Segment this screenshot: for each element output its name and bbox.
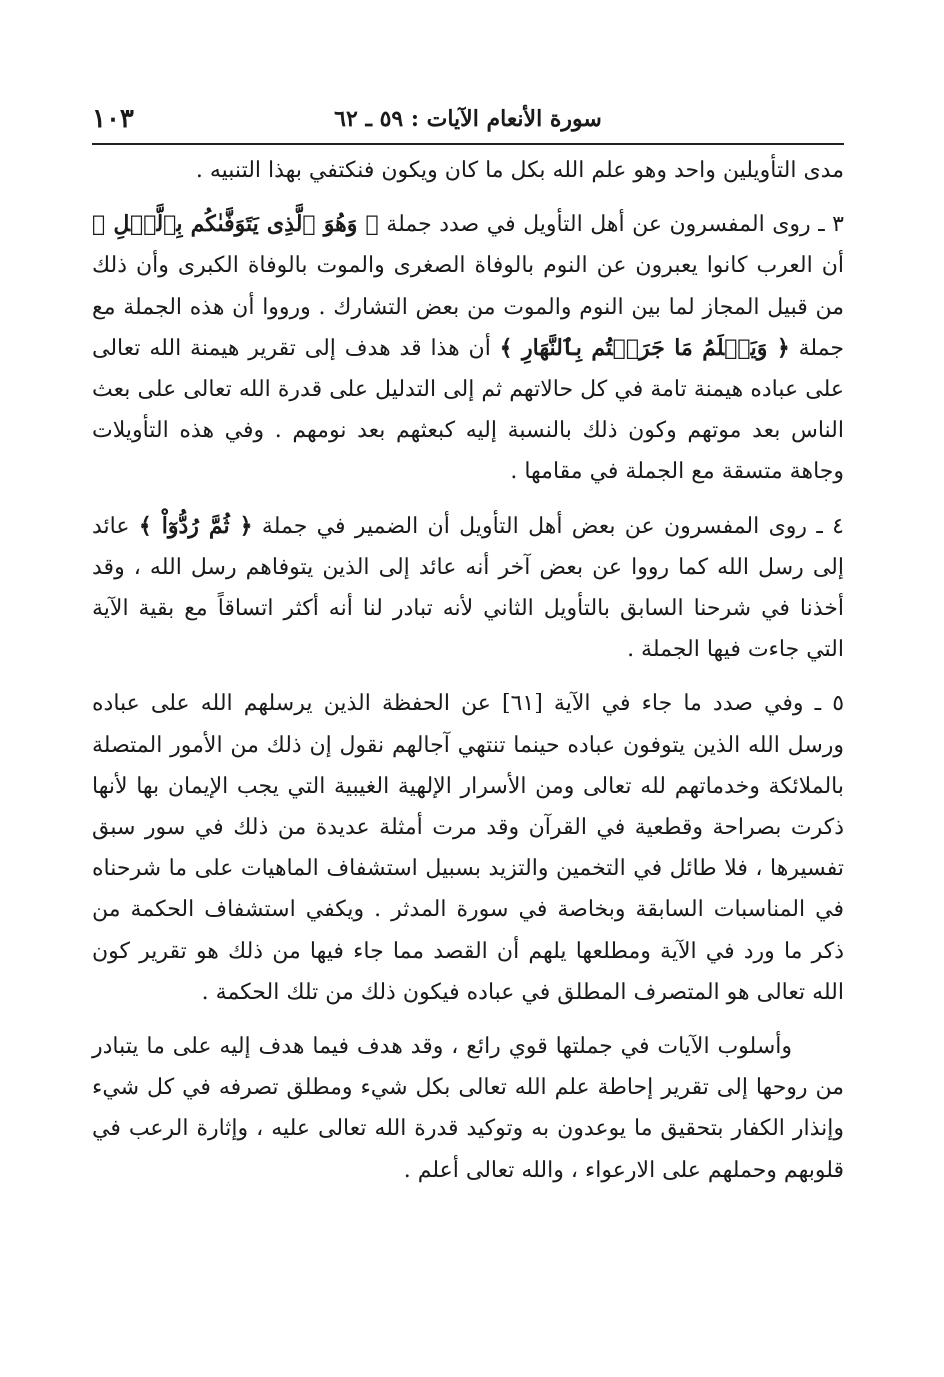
paragraph-text: أن العرب كانوا يعبرون عن النوم بالوفاة الصغرى والموت بالوفاة الكبرى وأن ذلك من قبيل المجاز لما بين النوم والموت من بعض التشارك . ورووا أن هذه الجملة مع جملة [92,253,844,361]
body-text [92,150,844,1191]
quran-quote: ﴿ وَيَعۡلَمُ مَا جَرَحۡتُم بِٱلنَّهَارِ ﴾ [499,334,790,361]
paragraph [92,204,844,492]
page-number: ١٠٣ [92,104,134,134]
running-title: سورة الأنعام الآيات : ٥٩ ـ ٦٢ [334,106,602,132]
paragraph [92,683,844,1013]
page-header [92,100,844,140]
paragraph-text: ٣ ـ روى المفسرون عن أهل التأويل في صدد جملة [378,212,844,238]
quran-quote: ﴿ وَهُوَ ٱلَّذِى يَتَوَفَّىٰكُم بِٱلَّيۡلِ ﴾ [92,211,379,238]
paragraph-text: مدى التأويلين واحد وهو علم الله بكل ما كان ويكون فنكتفي بهذا التنبيه . [195,158,844,183]
quran-quote: ﴿ ثُمَّ رُدُّوٓاْ ﴾ [138,512,253,539]
paragraph-text: عائد إلى رسل الله كما رووا عن بعض آخر أنه عائد إلى الذين يتوفاهم رسل الله ، وقد أخذنا في شرحنا السابق بالتأويل الثاني لأنه تبادر لنا أنه أكثر اتساقاً مع بقية الآية التي جاءت فيها الجملة . [92,513,844,663]
paragraph-text: ٥ ـ وفي صدد ما جاء في الآية [٦١] عن الحفظة الذين يرسلهم الله على عباده ورسل الله الذين يتوفون عباده حينما تنتهي آجالهم نقول إن ذلك من الأمور المتصلة بالملائكة وخدماتهم لله تعالى ومن الأسرار الإلهية الغيبية التي يجب الإيمان بها لأنها ذكرت بصراحة وقطعية في القرآن وقد مرت أمثلة عديدة من ذلك في سور سبق تفسيرها ، فلا طائل في التخمين والتزيد بسبيل استشفاف الماهيات على ما شرحناه في المناسبات السابقة وبخاصة في سورة المدثر . ويكفي استشفاف الحكمة من ذكر ما ورد في الآية ومطلعها يلهم أن القصد مما جاء فيها من ذلك هو تقرير كون الله تعالى هو المتصرف المطلق في عباده فيكون ذلك من تلك الحكمة . [92,691,845,1005]
paragraph-text: وأسلوب الآيات في جملتها قوي رائع ، وقد هدف فيما هدف إليه على ما يتبادر من روحها إلى تقرير إحاطة علم الله تعالى بكل شيء ومطلق تصرفه في كل شيء وإنذار الكفار بتحقيق ما يوعدون به وتوكيد قدرة الله تعالى عليه ، وإثارة الرعب في قلوبهم وحملهم على الارعواء ، والله تعالى أعلم . [92,1034,844,1183]
paragraph [92,506,844,671]
paragraph-text: أن هذا قد هدف إلى تقرير هيمنة الله تعالى على عباده هيمنة تامة في كل حالاتهم ثم إلى التدليل على قدرة الله تعالى على بعث الناس بعد موتهم وكون ذلك بالنسبة إليه كبعثهم بعد نومهم . وفي هذه التأويلات وجاهة متسقة مع الجملة في مقامها . [92,335,844,485]
header-divider [92,143,844,145]
paragraph [92,1026,844,1191]
paragraph [92,150,844,191]
paragraph-text: ٤ ـ روى المفسرون عن بعض أهل التأويل أن الضمير في جملة [252,513,844,539]
